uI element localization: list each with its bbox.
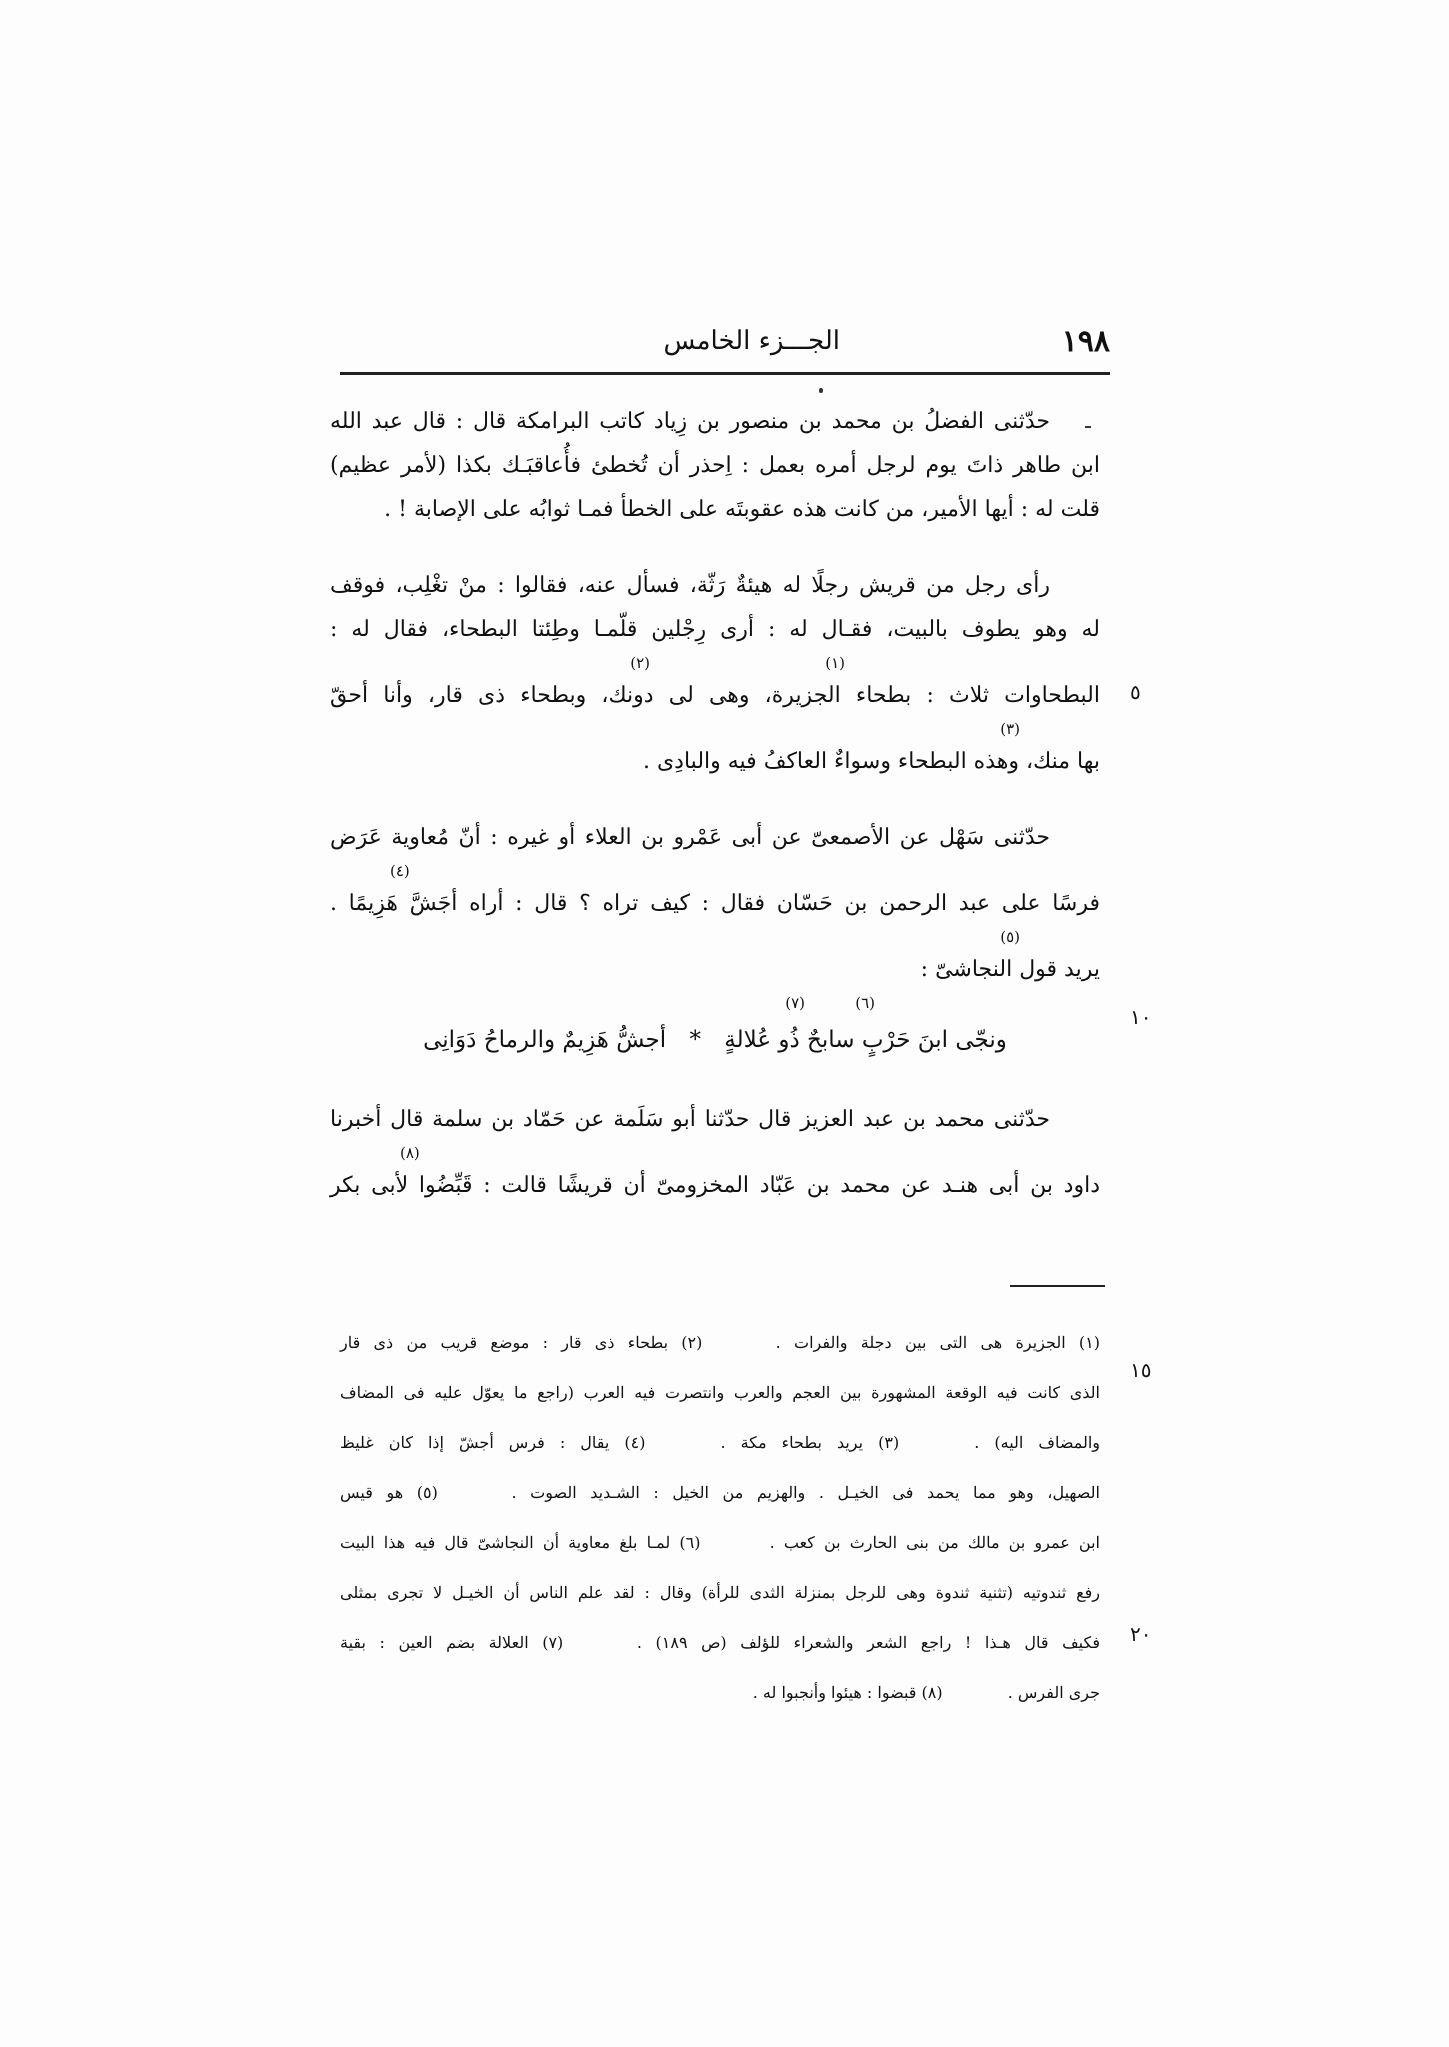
footnote: ابن عمرو بن مالك من بنى الحارث بن كعب .: [769, 1533, 1100, 1552]
paragraph: [330, 400, 1100, 532]
footnote-ref-row: [330, 926, 1100, 948]
text-line: رأى رجل من قريش رجلًا له هيئةٌ رَثّة، فسأل عنه، فقالوا : منْ تغْلِب، فوقف: [330, 573, 1050, 598]
footnote: (٣) يريد بطحاء مكة .: [720, 1433, 900, 1452]
footnote-line: [340, 1468, 1100, 1518]
footnote-ref-row: [330, 652, 1100, 674]
header-rule: [340, 372, 1110, 375]
footnote-ref: (٥): [1000, 928, 1020, 946]
footnote-ref: (٢): [630, 654, 650, 672]
footnote: (٧) العلالة بضم العين : بقية: [340, 1633, 564, 1652]
print-speck: [819, 388, 823, 393]
paragraph: [330, 1098, 1100, 1208]
paragraph: [330, 564, 1100, 784]
footnote-ref: (٨): [400, 1144, 420, 1162]
page-header: [340, 318, 1110, 368]
footnote: فكيف قال هـذا ! راجع الشعر والشعراء للؤلف (ص ١٨٩) .: [636, 1633, 1100, 1652]
footnote: والمضاف اليه) .: [974, 1433, 1101, 1452]
verse-hemistich: ونجّى ابنَ حَرْبٍ سابحٌ ذُو عُلالةٍ: [724, 1027, 1007, 1053]
text-line: حدّثنى الفضلُ بن محمد بن منصور بن زِياد كاتب البرامكة قال : قال عبد الله: [330, 409, 1051, 434]
footnote: الصهيل، وهو مما يحمد فى الخيـل . والهزيم من الخيل : الشـديد الصوت .: [511, 1483, 1100, 1502]
verse-hemistich: أجشُّ هَزِيمٌ والرماحُ دَوَانِى: [423, 1027, 667, 1053]
footnote-ref: (٦): [855, 994, 875, 1012]
footnote-line: [340, 1568, 1100, 1618]
footnote-line: [340, 1518, 1100, 1568]
footnotes: [340, 1318, 1100, 1718]
footnote-ref-row: [330, 992, 1100, 1014]
text-line: له وهو يطوف بالبيت، فقـال له : أرى رِجْلين قلّمـا وطِئتا البطحاء، فقال له :: [330, 617, 1100, 642]
footnote-ref: (٤): [390, 862, 410, 880]
footnote: (١) الجزيرة هى التى بين دجلة والفرات .: [775, 1333, 1100, 1352]
page-number: ١٩٨: [1061, 324, 1110, 359]
paragraph: [330, 816, 1100, 1066]
text-line: حدّثنى محمد بن عبد العزيز قال حدّثنا أبو سَلَمة عن حَمّاد بن سلمة قال أخبرنا: [330, 1107, 1050, 1132]
footnote: (٨) قبضوا : هيئوا وأنجبوا له .: [752, 1683, 943, 1702]
text-line: ابن طاهر ذاتَ يوم لرجل أمره بعمل : اِحذر أن تُخطئ فأُعاقبَـك بكذا (لأمر عظيم): [330, 453, 1100, 478]
footnote: (٦) لمـا بلغ معاوية أن النجاشىّ قال فيه هذا البيت: [340, 1533, 701, 1552]
footnote-line: [340, 1418, 1100, 1468]
main-text: [330, 400, 1100, 1208]
text-line: داود بن أبى هنـد عن محمد بن عَبّاد المخزومىّ أن قريشًا قالت : قَبِّضُوا لأبى بكر: [330, 1173, 1100, 1198]
text-line: فرسًا على عبد الرحمن بن حَسّان فقال : كيف تراه ؟ قال : أراه أجَشَّ هَزِيمًا .: [330, 891, 1100, 916]
margin-line-number: ٥: [1130, 680, 1141, 704]
footnote: الذى كانت فيه الوقعة المشهورة بين العجم والعرب وانتصرت فيه العرب (راجع ما يعوّل عليه فى المضاف: [340, 1383, 1100, 1402]
text-line: يريد قول النجاشىّ :: [920, 957, 1100, 982]
footnote: (٤) يقال : فرس أجشّ إذا كان غليظ: [340, 1433, 646, 1452]
footnote-line: [340, 1368, 1100, 1418]
poetry-verse: [330, 1014, 1100, 1066]
running-title: الجـــزء الخامس: [663, 326, 840, 356]
footnote: (٥) هو قيس: [340, 1483, 438, 1502]
margin-line-number: ١٥: [1130, 1358, 1152, 1382]
footnote-line: [340, 1618, 1100, 1668]
footnote-ref-row: [330, 1142, 1100, 1164]
footnote-separator: [1010, 1285, 1105, 1287]
margin-line-number: ١٠: [1130, 1005, 1152, 1029]
footnote: (٢) بطحاء ذى قار : موضع قريب من ذى قار: [340, 1333, 703, 1352]
text-line: قلت له : أيها الأمير، من كانت هذه عقوبتَه على الخطأ فمـا ثوابُه على الإصابة ! .: [384, 497, 1100, 522]
text-line: بها منك، وهذه البطحاء وسواءٌ العاكفُ فيه والبادِى .: [642, 749, 1100, 774]
text-line: حدّثنى سَهْل عن الأصمعىّ عن أبى عَمْرو بن العلاء أو غيره : أنّ مُعاوية عَرَض: [330, 825, 1050, 850]
footnote: جرى الفرس .: [1007, 1683, 1100, 1702]
footnote-ref: (٧): [785, 994, 805, 1012]
footnote-line: [340, 1668, 1100, 1718]
footnote-ref: (١): [825, 654, 845, 672]
text-line: البطحاوات ثلاث : بطحاء الجزيرة، وهى لى دونك، وبطحاء ذى قار، وأنا أحقّ: [330, 683, 1100, 708]
footnote-line: [340, 1318, 1100, 1368]
margin-line-number: ٢٠: [1130, 1622, 1152, 1646]
footnote-ref-row: [330, 860, 1100, 882]
footnote-ref-row: [330, 718, 1100, 740]
verse-separator: *: [689, 1027, 701, 1053]
footnote: رفع ثندوتيه (تثنية ثندوة وهى للرجل بمنزلة الثدى للرأة) وقال : لقد علم الناس أن الخيـل لا تجرى بمثلى: [340, 1583, 1100, 1602]
footnote-ref: (٣): [1000, 720, 1020, 738]
